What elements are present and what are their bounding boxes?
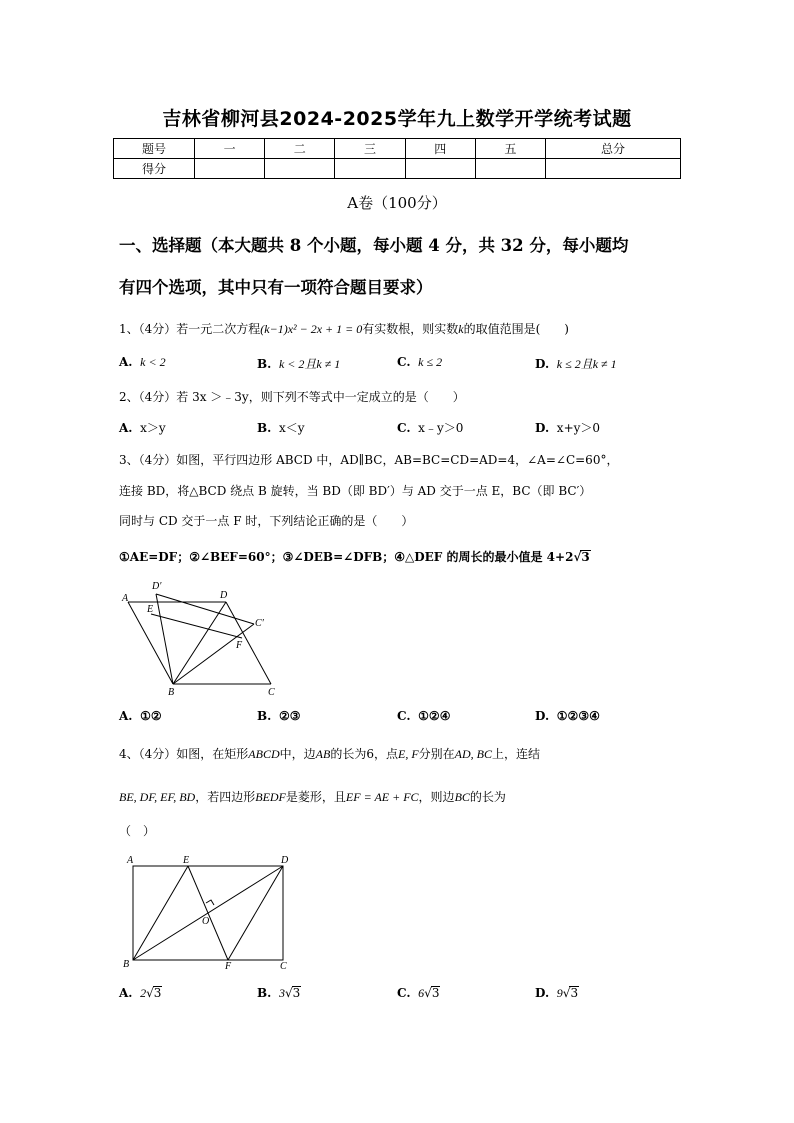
score-table-header-cell: 题号 — [114, 139, 195, 159]
figure-label: D′ — [152, 581, 162, 592]
score-table-header-cell: 四 — [405, 139, 475, 159]
score-cell — [195, 159, 265, 179]
part1-heading-line1: 一、选择题（本大题共 8 个小题，每小题 4 分，共 32 分，每小题均 — [119, 236, 629, 255]
q3-statements: ①AE=DF；②∠BEF=60°；③∠DEB=∠DFB；④△DEF 的周长的最小值是 4+2√3 — [119, 550, 590, 564]
figure-label: B — [123, 959, 130, 970]
q1-option-b[interactable]: B. k < 2且k ≠ 1 — [257, 357, 341, 371]
figure-label: C — [268, 687, 275, 698]
q3-option-d[interactable]: D. ①②③④ — [535, 709, 600, 723]
figure-label: A — [122, 593, 129, 604]
score-cell — [265, 159, 335, 179]
q4-option-c[interactable]: C. 6√3 — [397, 986, 440, 1000]
q2-option-d[interactable]: D. x+y＞0 — [535, 421, 601, 435]
q2-option-b[interactable]: B. x＜y — [257, 421, 305, 435]
page-title: 吉林省柳河县2024-2025学年九上数学开学统考试题 — [162, 108, 632, 130]
score-table-header-cell: 二 — [265, 139, 335, 159]
figure-label: E — [147, 604, 154, 615]
score-table-header-cell: 一 — [195, 139, 265, 159]
score-table-header-cell: 三 — [335, 139, 405, 159]
score-table-row-label: 得分 — [114, 159, 195, 179]
q1-stem: 1、（4分）若一元二次方程(k−1)x² − 2x + 1 = 0有实数根，则实数k的取值范围是( ) — [119, 322, 569, 336]
q3-figure — [118, 574, 288, 699]
q2-option-a[interactable]: A. x＞y — [119, 421, 166, 435]
figure-label: B — [168, 687, 175, 698]
q4-answer-paren: （ ） — [119, 824, 156, 838]
score-table — [113, 138, 681, 179]
score-cell — [546, 159, 681, 179]
figure-label: E — [183, 855, 190, 866]
figure-label: C — [280, 961, 287, 972]
figure-label: D — [281, 855, 289, 866]
q3-stem-line1: 3、（4分）如图，平行四边形 ABCD 中，AD∥BC，AB=BC=CD=AD=4，∠A=∠C=60°， — [119, 453, 619, 467]
q3-option-a[interactable]: A. ①② — [119, 709, 162, 723]
q3-stem-line2: 连接 BD，将△BCD 绕点 B 旋转，当 BD（即 BD′）与 AD 交于一点 E，BC（即 BC′） — [119, 484, 592, 498]
q1-option-a[interactable]: A. k < 2 — [119, 355, 166, 369]
q1-option-c[interactable]: C. k ≤ 2 — [397, 355, 443, 369]
figure-label: F — [236, 640, 243, 651]
score-table-header-cell: 五 — [475, 139, 545, 159]
q3-option-c[interactable]: C. ①②④ — [397, 709, 451, 723]
q3-option-b[interactable]: B. ②③ — [257, 709, 301, 723]
score-cell — [475, 159, 545, 179]
figure-label: A — [127, 855, 134, 866]
q1-option-d[interactable]: D. k ≤ 2且k ≠ 1 — [535, 357, 617, 371]
figure-label: F — [225, 961, 232, 972]
score-table-header-row — [114, 139, 681, 159]
q1-equation: (k−1)x² − 2x + 1 = 0 — [260, 322, 363, 336]
score-table-score-row — [114, 159, 681, 179]
q4-option-d[interactable]: D. 9√3 — [535, 986, 579, 1000]
figure-label: O — [202, 916, 210, 927]
q4-option-a[interactable]: A. 2√3 — [119, 986, 162, 1000]
q2-stem: 2、（4分）若 3x ＞﹣3y，则下列不等式中一定成立的是（ ） — [119, 390, 465, 404]
q3-stem-line3: 同时与 CD 交于一点 F 时，下列结论正确的是（ ） — [119, 514, 414, 528]
section-a-heading: A卷（100分） — [347, 194, 447, 212]
q4-stem-line2: BE, DF, EF, BD，若四边形BEDF是菱形，且EF = AE + FC，则边BC的长为 — [119, 790, 506, 804]
q2-option-c[interactable]: C. x﹣y＞0 — [397, 421, 464, 435]
figure-label: D — [220, 590, 228, 601]
q4-stem-line1: 4、（4分）如图，在矩形ABCD中，边AB的长为6，点E, F分别在AD, BC上，连结 — [119, 747, 541, 761]
score-cell — [335, 159, 405, 179]
figure-label: C′ — [255, 618, 264, 629]
q4-option-b[interactable]: B. 3√3 — [257, 986, 301, 1000]
part1-heading-line2: 有四个选项，其中只有一项符合题目要求） — [119, 278, 433, 297]
score-cell — [405, 159, 475, 179]
q4-figure — [118, 852, 298, 974]
score-table-header-cell: 总分 — [546, 139, 681, 159]
